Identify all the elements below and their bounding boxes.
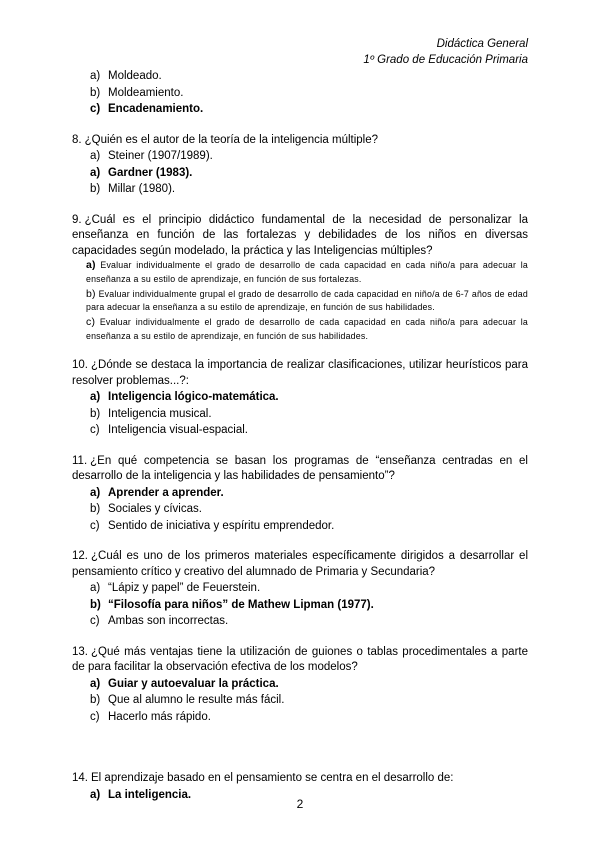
question-11: 11. ¿En qué competencia se basan los programas de “enseñanza centradas en el desarrollo de la inteligencia y las habilidades de pensamiento”? [72, 454, 528, 482]
question-9-options [72, 259, 528, 343]
option-c: c) Encadenamiento. [90, 103, 204, 115]
option: b) Evaluar individualmente grupal el grado de desarrollo de cada capacidad en niño/a de 6-7 años de edad para adecuar la enseñanza a su estilo de aprendizaje, en función de sus habilidades. [86, 287, 528, 312]
option: a) Aprender a aprender. [90, 486, 224, 499]
option: a) La inteligencia. [90, 788, 192, 801]
option-a: a) Moldeado. [90, 70, 162, 82]
question-14: 14. El aprendizaje basado en el pensamiento se centra en el desarrollo de: [72, 772, 454, 784]
option: c) Inteligencia visual-espacial. [90, 424, 248, 436]
document-body [72, 68, 528, 803]
top-options [72, 68, 528, 118]
page-number: 2 [296, 797, 304, 811]
option: a) Inteligencia lógico-matemática. [90, 391, 279, 403]
option-b: b) Moldeamiento. [90, 86, 184, 99]
option: c) Ambas son incorrectas. [90, 615, 229, 627]
option: b) Que al alumno le resulte más fácil. [90, 694, 285, 706]
question-8: 8. ¿Quién es el autor de la teoría de la inteligencia múltiple? [72, 133, 379, 146]
option: b) Inteligencia musical. [90, 407, 212, 420]
question-9: 9. ¿Cuál es el principio didáctico fundamental de la necesidad de personalizar la enseñanza en función de las fortalezas y debilidades de los niños en diversas capacidades según modelado, la práctica y las Inteligencias múltiples? [72, 213, 528, 257]
question-12: 12. ¿Cuál es uno de los primeros materiales específicamente dirigidos a desarrollar el pensamiento crítico y creativo del alumnado de Primaria y Secundaria? [72, 550, 528, 578]
option: b) Sociales y cívicas. [90, 503, 202, 515]
option: c) Evaluar individualmente el grado de desarrollo de cada capacidad en cada niño/a para adecuar la enseñanza a su estilo de aprendizaje, en función de sus habilidades. [86, 316, 528, 341]
header-course: Didáctica General [436, 38, 528, 50]
header-grade: 1º Grado de Educación Primaria [363, 54, 528, 66]
option: a) Evaluar individualmente el grado de desarrollo de cada capacidad en cada niño/a para adecuar la enseñanza a su estilo de aprendizaje, en función de sus fortalezas. [86, 259, 528, 284]
question-13: 13. ¿Qué más ventajas tiene la utilización de guiones o tablas procedimentales a parte de para facilitar la observación efectiva de los modelos? [72, 645, 528, 673]
option: a) Gardner (1983). [90, 166, 193, 179]
question-10: 10. ¿Dónde se destaca la importancia de realizar clasificaciones, utilizar heurísticos para resolver problemas...?: [72, 359, 528, 387]
option: c) Sentido de iniciativa y espíritu emprendedor. [90, 519, 335, 532]
option: a) Steiner (1907/1989). [90, 150, 213, 162]
option: b) “Filosofía para niños” de Mathew Lipman (1977). [90, 598, 374, 611]
page-header [363, 36, 528, 68]
option: a) Guiar y autoevaluar la práctica. [90, 677, 279, 690]
option: a) “Lápiz y papel” de Feuerstein. [90, 582, 261, 594]
option: b) Millar (1980). [90, 183, 176, 195]
option: c) Hacerlo más rápido. [90, 710, 211, 723]
